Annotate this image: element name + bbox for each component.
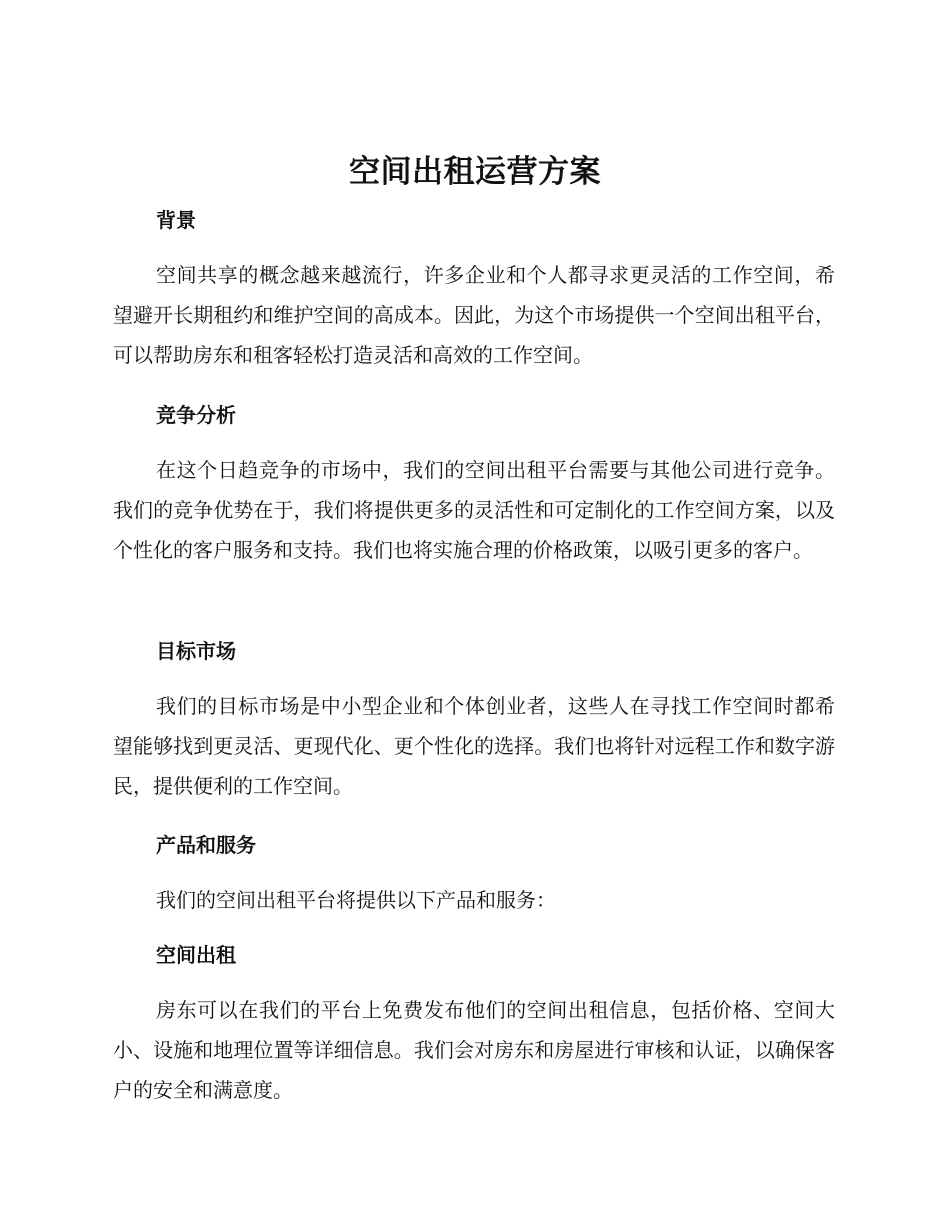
section-paragraph-products-services: 我们的空间出租平台将提供以下产品和服务： xyxy=(156,888,556,912)
section-heading-target-market: 目标市场 xyxy=(156,639,236,663)
section-heading-space-rental: 空间出租 xyxy=(156,943,236,967)
section-heading-competition: 竞争分析 xyxy=(156,403,236,427)
document-title: 空间出租运营方案 xyxy=(349,154,601,190)
section-heading-background: 背景 xyxy=(156,208,196,232)
section-paragraph-space-rental: 房东可以在我们的平台上免费发布他们的空间出租信息，包括价格、空间大小、设施和地理位置等详细信息。我们会对房东和房屋进行审核和认证，以确保客户的安全和满意度。 xyxy=(113,998,835,1102)
section-paragraph-competition: 在这个日趋竞争的市场中，我们的空间出租平台需要与其他公司进行竞争。我们的竞争优势在于，我们将提供更多的灵活性和可定制化的工作空间方案，以及个性化的客户服务和支持。我们也将实施合理的价格政策，以吸引更多的客户。 xyxy=(113,458,835,562)
section-heading-products-services: 产品和服务 xyxy=(156,833,256,857)
section-paragraph-background: 空间共享的概念越来越流行，许多企业和个人都寻求更灵活的工作空间，希望避开长期租约和维护空间的高成本。因此，为这个市场提供一个空间出租平台，可以帮助房东和租客轻松打造灵活和高效的工作空间。 xyxy=(113,263,835,367)
section-paragraph-target-market: 我们的目标市场是中小型企业和个体创业者，这些人在寻找工作空间时都希望能够找到更灵活、更现代化、更个性化的选择。我们也将针对远程工作和数字游民，提供便利的工作空间。 xyxy=(113,694,835,798)
